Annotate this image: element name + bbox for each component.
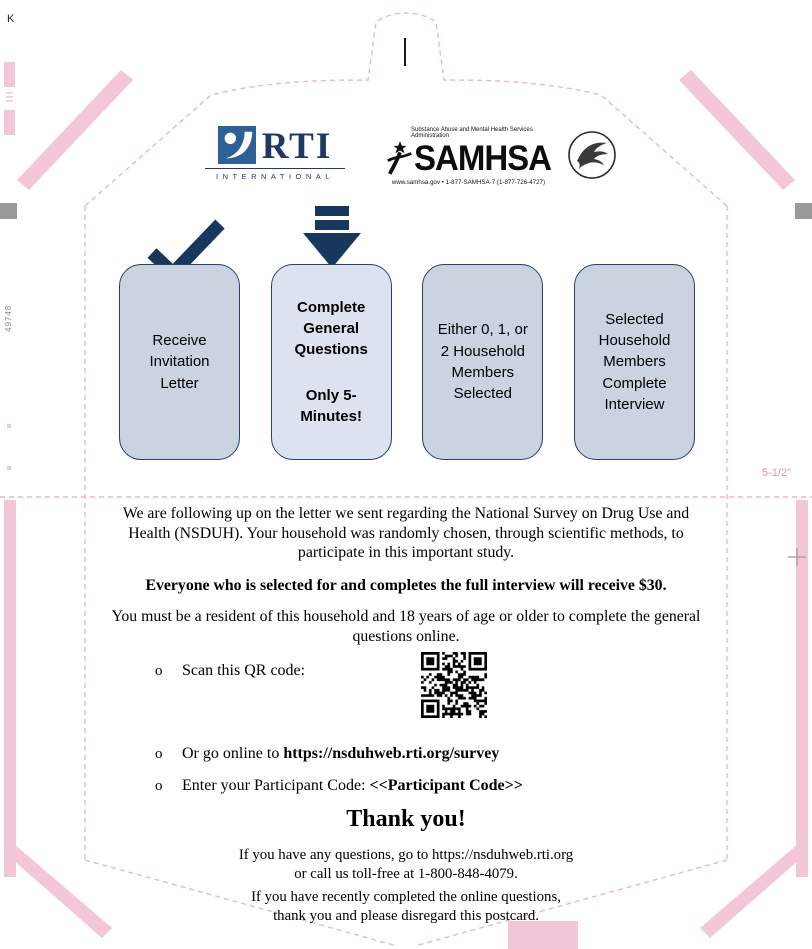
incentive-line: Everyone who is selected for and completes the full interview will receive $30.	[145, 577, 667, 594]
flow-step-members-selected-text: Either 0, 1, or 2 Household Members Selected	[437, 321, 528, 403]
flow-step-members-selected	[422, 264, 543, 460]
bullet-participant-code	[155, 777, 523, 795]
rti-logo-row	[218, 126, 333, 167]
footer-questions-line2: or call us toll-free at 1-800-848-4079.	[294, 865, 518, 882]
flow-step-complete-questions-line1: Complete General Questions	[294, 298, 368, 359]
bullet-marker: o	[155, 746, 163, 762]
flow-step-complete-interview	[574, 264, 695, 460]
footer-disregard	[0, 888, 812, 925]
eligibility-paragraph: You must be a resident of this household and 18 years of age or older to complete the general questions online.	[111, 608, 701, 645]
down-arrow-icon	[300, 206, 364, 272]
registration-tick	[404, 38, 406, 66]
rti-subtitle: INTERNATIONAL	[205, 168, 345, 181]
press-code: 49748	[4, 304, 13, 332]
footer-questions-line1: If you have any questions, go to https://nsduhweb.rti.org	[238, 847, 574, 863]
samhsa-logo	[366, 127, 571, 186]
intro-paragraph: We are following up on the letter we sent regarding the National Survey on Drug Use and Health (NSDUH). Your household was randomly chosen, through scientific methods, to participate in this important study.	[122, 505, 690, 561]
samhsa-tagline: Substance Abuse and Mental Health Services Administration	[411, 127, 533, 139]
participant-code-placeholder: <<Participant Code>>	[369, 777, 523, 794]
press-mark-letter: K	[7, 13, 15, 25]
bullet-marker: o	[155, 663, 163, 679]
samhsa-contact: www.samhsa.gov • 1-877-SAMHSA-7 (1-877-726-4727)	[391, 179, 546, 186]
bullet-scan-qr-text: Scan this QR code:	[182, 662, 306, 679]
bullet-marker: o	[155, 778, 163, 794]
qr-code	[421, 652, 487, 718]
rti-logo-icon	[218, 126, 256, 164]
bullet-go-online-text: Or go online to	[182, 745, 284, 762]
bullet-scan-qr	[155, 662, 305, 680]
thank-you-heading: Thank you!	[346, 806, 466, 832]
survey-url: https://nsduhweb.rti.org/survey	[283, 745, 500, 762]
flow-step-complete-interview-text: Selected Household Members Complete Interview	[598, 310, 671, 413]
rti-wordmark: RTI	[261, 126, 333, 167]
rti-logo	[205, 126, 345, 181]
flow-step-receive-letter-text: Receive Invitation Letter	[149, 332, 210, 392]
flow-step-complete-questions	[271, 264, 392, 460]
footer-disregard-line1: If you have recently completed the online questions,	[251, 889, 561, 905]
flow-step-complete-questions-line2: Only 5-Minutes!	[300, 386, 362, 425]
process-flow	[119, 264, 695, 460]
flow-step-receive-letter	[119, 264, 240, 460]
bullet-participant-code-text: Enter your Participant Code:	[182, 777, 370, 794]
footer-disregard-line2: thank you and please disregard this postcard.	[273, 907, 539, 924]
footer-questions	[0, 846, 812, 883]
bullet-go-online	[155, 745, 499, 763]
samhsa-wordmark: SAMHSA	[413, 137, 551, 178]
samhsa-logo-row	[386, 139, 551, 177]
fold-measure-label: 5-1/2"	[762, 467, 791, 479]
samhsa-figure-icon	[386, 139, 414, 177]
hhs-seal-logo	[567, 130, 617, 180]
